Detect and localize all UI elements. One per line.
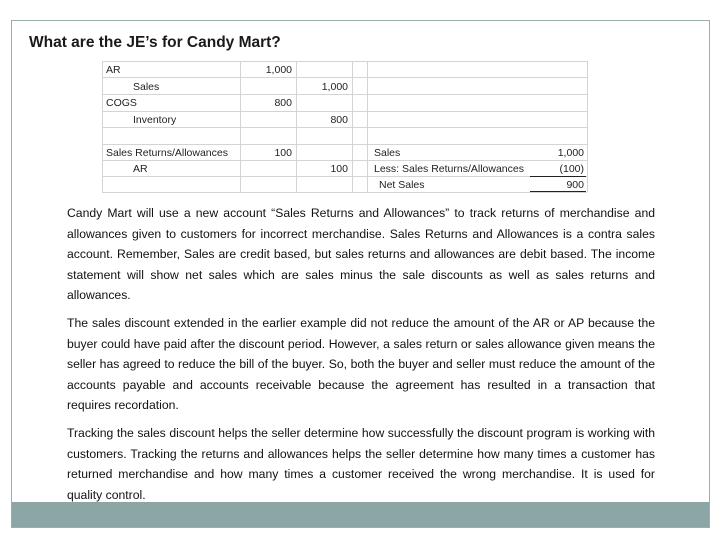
net-sales-label-sales: Sales — [374, 147, 401, 159]
je-debit: 800 — [274, 97, 292, 109]
je-credit: 800 — [330, 114, 348, 126]
net-sales-value-less: (100) — [559, 163, 584, 175]
je-credit: 1,000 — [321, 81, 348, 93]
total-underline — [530, 191, 586, 192]
je-account: Sales — [133, 81, 160, 93]
net-sales-value-sales: 1,000 — [557, 147, 584, 159]
paragraph-returns-account: Candy Mart will use a new account “Sales Returns and Allowances” to track returns of merchandise and allowances given to customers for incorrect merchandise. Sales Returns and Allowances is a contra sales account. Remember, Sales are credit based, but sales returns and allowances are debit based. The income statement will show net sales which are sales minus the sale discounts as well as sales returns and allowances. — [67, 206, 655, 302]
paragraph-tracking: Tracking the sales discount helps the seller determine how successfully the discount program is working with customers. Tracking the returns and allowances helps the seller determine how many times a customer has returned merchandise and how many times a customer received the wrong merchandise. It is used for quality control. — [67, 426, 655, 502]
footer-bar — [12, 502, 709, 527]
net-sales-value-net: 900 — [566, 179, 584, 191]
je-account: COGS — [106, 97, 137, 109]
slide-title: What are the JE’s for Candy Mart? — [29, 34, 281, 51]
je-account: Inventory — [133, 114, 177, 126]
je-account: AR — [133, 163, 148, 175]
je-account: Sales Returns/Allowances — [106, 147, 228, 159]
je-debit: 100 — [274, 147, 292, 159]
net-sales-label-less: Less: Sales Returns/Allowances — [374, 163, 524, 175]
je-debit: 1,000 — [265, 64, 292, 76]
paragraph-sales-discount: The sales discount extended in the earlier example did not reduce the amount of the AR or AP because the buyer could have paid after the discount period. However, a sales return or sales allowance given means the seller has agreed to reduce the bill of the buyer. So, both the buyer and seller must reduce the amount of the accounts payable and accounts receivable because the agreement has resulted in a transaction that requires recordation. — [67, 316, 655, 412]
je-credit: 100 — [330, 163, 348, 175]
je-account: AR — [106, 64, 121, 76]
net-sales-label-net: Net Sales — [379, 179, 425, 191]
